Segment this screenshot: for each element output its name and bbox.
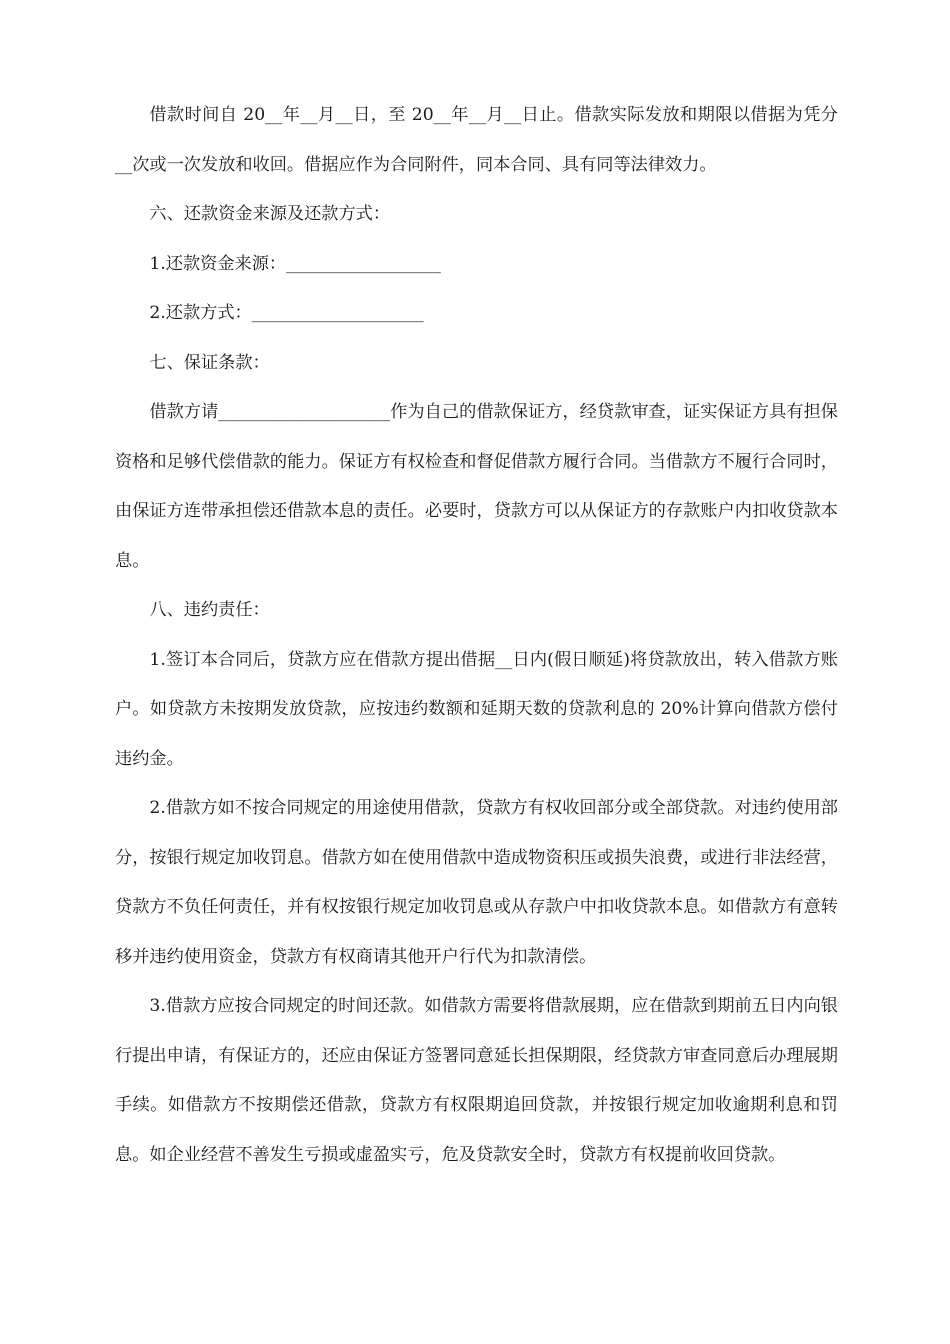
item-liability-2: 2.借款方如不按合同规定的用途使用借款，贷款方有权收回部分或全部贷款。对违约使用部分，按银行规定加收罚息。借款方如在使用借款中造成物资积压或损失浪费，或进行非法经营，贷款方不负任何责任，并有权按银行规定加收罚息或从存款户中扣收贷款本息。如借款方有意转移并违约使用资金，贷款方有权商请其他开户行代为扣款清偿。 — [115, 798, 838, 967]
heading-liability: 八、违约责任： — [149, 600, 270, 620]
item-repayment-method: 2.还款方式：____________________ — [149, 303, 424, 323]
item-liability-3: 3.借款方应按合同规定的时间还款。如借款方需要将借款展期，应在借款到期前五日内向银行提出申请，有保证方的，还应由保证方签署同意延长担保期限，经贷款方审查同意后办理展期手续。如借款方不按期偿还借款，贷款方有权限期追回贷款，并按银行规定加收逾期利息和罚息。如企业经营不善发生亏损或虚盈实亏，危及贷款安全时，贷款方有权提前收回贷款。 — [115, 996, 838, 1165]
item-liability-1: 1.签订本合同后，贷款方应在借款方提出借据__日内(假日顺延)将贷款放出，转入借款方账户。如贷款方未按期发放贷款，应按违约数额和延期天数的贷款利息的 20%计算向借款方偿付违约金。 — [115, 649, 838, 769]
heading-guarantee: 七、保证条款： — [149, 352, 270, 373]
heading-repayment: 六、还款资金来源及还款方式： — [149, 204, 391, 224]
paragraph-loan-period: 借款时间自 20__年__月__日，至 20__年__月__日止。借款实际发放和期限以借据为凭分__次或一次发放和收回。借据应作为合同附件，同本合同、具有同等法律效力。 — [115, 105, 838, 175]
item-repayment-source: 1.还款资金来源：__________________ — [149, 253, 441, 274]
paragraph-guarantee: 借款方请____________________作为自己的借款保证方，经贷款审查，证实保证方具有担保资格和足够代偿借款的能力。保证方有权检查和督促借款方履行合同。当借款方不履行合同时，由保证方连带承担偿还借款本息的责任。必要时，贷款方可以从保证方的存款账户内扣收贷款本息。 — [115, 402, 838, 571]
